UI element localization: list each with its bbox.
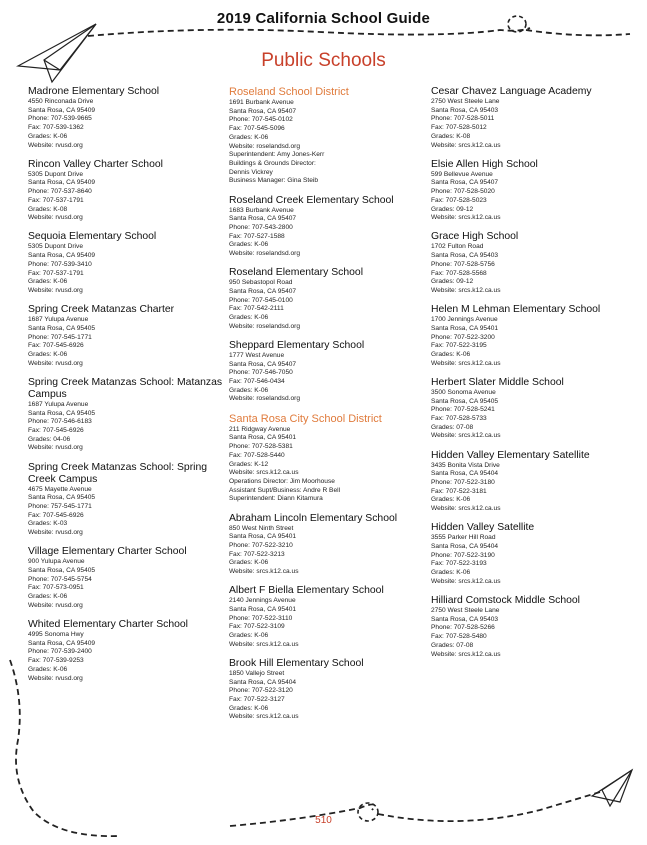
school-detail-line: Fax: 707-545-6926 — [28, 511, 84, 519]
school-entry — [431, 159, 636, 223]
school-entry — [28, 462, 233, 538]
school-detail-line: Website: srcs.k12.ca.us — [229, 568, 299, 576]
school-detail-line: 2750 West Steele Lane — [431, 98, 500, 105]
school-detail-line: 4995 Sonoma Hwy — [28, 631, 84, 639]
school-detail-line: Phone: 707-545-1771 — [28, 333, 92, 341]
district-entry — [229, 86, 434, 186]
school-detail-line: Phone: 707-539-3410 — [28, 260, 92, 268]
school-detail-line: Website: rvusd.org — [28, 141, 83, 149]
school-detail-line: Santa Rosa, CA 95407 — [431, 179, 499, 187]
school-detail-line: Santa Rosa, CA 95405 — [431, 397, 499, 405]
school-detail-line: Santa Rosa, CA 95407 — [229, 107, 297, 115]
school-detail-line: Santa Rosa, CA 95401 — [229, 434, 297, 442]
school-detail-line: Fax: 707-522-3195 — [431, 342, 487, 350]
school-detail-line: Fax: 707-539-1362 — [28, 124, 84, 132]
school-detail-line: Website: roselandsd.org — [229, 322, 300, 330]
school-detail-line: Fax: 707-539-9253 — [28, 657, 84, 665]
school-entry — [431, 304, 636, 368]
school-detail-line: Dennis Vickrey — [229, 168, 273, 176]
school-name: Village Elementary Charter School — [28, 546, 187, 558]
school-detail-line: 3555 Parker Hill Road — [431, 534, 496, 542]
school-name: Elsie Allen High School — [431, 158, 538, 170]
school-entry — [229, 658, 434, 722]
school-entry — [229, 195, 434, 259]
school-detail-line: 900 Yulupa Avenue — [28, 558, 85, 566]
school-detail-line: Grades: K-06 — [229, 241, 269, 249]
school-detail-line: Fax: 707-522-3109 — [229, 623, 285, 631]
school-detail-line: Assistant Supt/Business: Andre R Bell — [229, 486, 341, 494]
school-detail-line: Grades: 07-08 — [431, 423, 474, 431]
school-detail-line: Santa Rosa, CA 95407 — [229, 287, 297, 295]
school-detail-line: 3500 Sonoma Avenue — [431, 388, 496, 396]
school-entry — [431, 86, 636, 150]
school-entry — [28, 86, 233, 150]
school-detail-line: Phone: 757-545-1771 — [28, 503, 92, 510]
school-entry — [229, 267, 434, 331]
school-name: Hidden Valley Satellite — [431, 522, 535, 534]
school-entry — [28, 619, 233, 683]
school-detail-line: Grades: K-06 — [229, 386, 269, 394]
school-detail-line: Grades: 04-06 — [28, 435, 71, 443]
school-detail-line: Santa Rosa, CA 95409 — [28, 106, 96, 114]
school-detail-line: Grades: K-08 — [431, 132, 471, 140]
school-detail-line: Grades: K-06 — [229, 632, 269, 640]
school-detail-line: Fax: 707-528-5023 — [431, 196, 487, 204]
school-detail-line: Grades: K-12 — [229, 460, 269, 468]
school-detail-line: Grades: 09-12 — [431, 278, 474, 286]
school-detail-line: Website: roselandsd.org — [229, 250, 300, 258]
school-detail-line: Website: srcs.k12.ca.us — [431, 359, 501, 367]
school-name: Brook Hill Elementary School — [229, 657, 364, 669]
school-detail-line: Phone: 707-528-5011 — [431, 115, 495, 123]
school-name: Sheppard Elementary School — [229, 339, 365, 351]
school-detail-line: Santa Rosa, CA 95405 — [28, 494, 96, 502]
school-detail-line: Santa Rosa, CA 95407 — [229, 215, 297, 223]
school-entry — [28, 231, 233, 295]
school-detail-line: Grades: K-06 — [229, 133, 269, 141]
school-detail-line: 1702 Fulton Road — [431, 243, 484, 251]
school-entry — [229, 340, 434, 404]
school-name: Helen M Lehman Elementary School — [431, 304, 601, 316]
school-entry — [28, 304, 233, 368]
guide-title: 2019 California School Guide — [216, 10, 431, 27]
school-detail-line: Grades: K-03 — [28, 520, 68, 528]
school-detail-line: Website: roselandsd.org — [229, 142, 300, 150]
school-detail-line: Santa Rosa, CA 95401 — [431, 324, 499, 332]
school-entry — [28, 159, 233, 223]
school-name: Spring Creek Matanzas School: Spring Creek Campus — [28, 461, 208, 485]
school-detail-line: Grades: K-06 — [28, 665, 68, 673]
school-detail-line: Phone: 707-539-9665 — [28, 115, 92, 123]
school-detail-line: Santa Rosa, CA 95409 — [28, 179, 96, 187]
school-detail-line: Website: srcs.k12.ca.us — [229, 713, 299, 721]
school-detail-line: Phone: 707-537-8640 — [28, 188, 92, 196]
school-detail-line: 599 Bellevue Avenue — [431, 170, 493, 178]
school-detail-line: Phone: 707-522-3210 — [229, 541, 293, 549]
school-detail-line: Website: srcs.k12.ca.us — [431, 432, 501, 440]
school-detail-line: Fax: 707-528-5440 — [229, 451, 285, 459]
school-detail-line: Phone: 707-522-3120 — [229, 687, 293, 695]
school-detail-line: Grades: K-06 — [431, 496, 471, 504]
school-detail-line: 850 West Ninth Street — [229, 524, 294, 532]
school-detail-line: Grades: K-06 — [229, 559, 269, 567]
school-detail-line: Santa Rosa, CA 95405 — [28, 324, 96, 332]
school-entry — [229, 513, 434, 577]
school-detail-line: Fax: 707-545-6926 — [28, 426, 84, 434]
school-entry — [431, 595, 636, 659]
school-detail-line: Santa Rosa, CA 95401 — [229, 605, 297, 613]
school-detail-line: 211 Ridgway Avenue — [229, 425, 291, 433]
school-detail-line: Website: rvusd.org — [28, 214, 83, 222]
school-detail-line: Santa Rosa, CA 95405 — [28, 567, 96, 575]
school-entry — [28, 546, 233, 610]
school-detail-line: 1777 West Avenue — [229, 351, 285, 359]
school-entry — [28, 377, 233, 453]
school-detail-line: Website: srcs.k12.ca.us — [431, 650, 501, 658]
school-detail-line: Grades: 09-12 — [431, 205, 474, 213]
school-detail-line: Fax: 707-546-0434 — [229, 378, 285, 386]
school-detail-line: Santa Rosa, CA 95403 — [431, 106, 499, 114]
school-name: Spring Creek Matanzas School: Matanzas Campus — [28, 376, 223, 400]
school-name: Albert F Biella Elementary School — [229, 585, 384, 597]
school-name: Whited Elementary Charter School — [28, 619, 188, 631]
school-detail-line: Website: srcs.k12.ca.us — [431, 141, 501, 149]
school-detail-line: 4550 Rinconada Drive — [28, 98, 94, 105]
school-detail-line: 1691 Burbank Avenue — [229, 99, 294, 106]
school-detail-line: 1687 Yulupa Avenue — [28, 316, 89, 324]
school-detail-line: Phone: 707-528-5020 — [431, 188, 495, 196]
school-column — [431, 86, 636, 668]
school-detail-line: Fax: 707-522-3181 — [431, 487, 487, 495]
school-detail-line: Phone: 707-528-5756 — [431, 260, 495, 268]
school-detail-line: Phone: 707-522-3190 — [431, 551, 495, 559]
school-detail-line: Phone: 707-539-2400 — [28, 648, 92, 656]
school-detail-line: Grades: K-06 — [28, 593, 68, 601]
school-name: Roseland Elementary School — [229, 267, 363, 279]
school-name: Roseland Creek Elementary School — [229, 194, 394, 206]
school-name: Hidden Valley Elementary Satellite — [431, 449, 590, 461]
school-detail-line: Santa Rosa, CA 95401 — [229, 533, 297, 541]
page-number: 510 — [315, 815, 332, 826]
school-detail-line: Phone: 707-528-5381 — [229, 443, 293, 451]
school-detail-line: Grades: K-06 — [431, 350, 471, 358]
school-detail-line: Fax: 707-527-1588 — [229, 232, 285, 240]
school-detail-line: Fax: 707-528-5012 — [431, 124, 487, 132]
school-detail-line: Website: rvusd.org — [28, 444, 83, 452]
school-detail-line: Santa Rosa, CA 95403 — [431, 252, 499, 260]
school-column — [28, 86, 233, 692]
district-entry — [229, 413, 434, 504]
school-detail-line: Fax: 707-537-1791 — [28, 269, 84, 277]
school-detail-line: Website: rvusd.org — [28, 286, 83, 294]
school-detail-line: Santa Rosa, CA 95404 — [229, 678, 297, 686]
school-detail-line: Fax: 707-542-2111 — [229, 305, 284, 313]
school-detail-line: Operations Director: Jim Moorhouse — [229, 477, 335, 485]
school-detail-line: Phone: 707-545-0100 — [229, 296, 293, 304]
school-detail-line: Phone: 707-545-5754 — [28, 575, 92, 583]
school-detail-line: Phone: 707-546-6183 — [28, 418, 92, 426]
school-detail-line: Phone: 707-528-5266 — [431, 624, 495, 632]
school-detail-line: Fax: 707-528-5568 — [431, 269, 487, 277]
school-detail-line: Website: srcs.k12.ca.us — [431, 505, 501, 513]
school-detail-line: Fax: 707-528-5733 — [431, 414, 487, 422]
school-detail-line: Website: rvusd.org — [28, 359, 83, 367]
school-detail-line: 5305 Dupont Drive — [28, 170, 83, 178]
school-detail-line: Website: srcs.k12.ca.us — [431, 577, 501, 585]
school-detail-line: Santa Rosa, CA 95403 — [431, 615, 499, 623]
school-detail-line: Phone: 707-546-7050 — [229, 369, 293, 377]
school-detail-line: Fax: 707-522-3193 — [431, 560, 487, 568]
school-detail-line: Santa Rosa, CA 95409 — [28, 252, 96, 260]
school-detail-line: Phone: 707-522-3110 — [229, 614, 293, 622]
school-entry — [431, 450, 636, 514]
school-detail-line: Phone: 707-545-0102 — [229, 116, 293, 124]
school-detail-line: Fax: 707-522-3127 — [229, 696, 285, 704]
school-detail-line: Website: rvusd.org — [28, 674, 83, 682]
school-detail-line: 5305 Dupont Drive — [28, 243, 83, 251]
school-detail-line: Grades: K-06 — [229, 704, 269, 712]
school-name: Spring Creek Matanzas Charter — [28, 304, 175, 316]
school-detail-line: Fax: 707-537-1791 — [28, 196, 84, 204]
school-detail-line: Grades: K-08 — [28, 205, 68, 213]
school-detail-line: Fax: 707-545-5096 — [229, 125, 285, 133]
school-detail-line: Fax: 707-528-5480 — [431, 633, 487, 641]
paper-plane-icon — [592, 770, 632, 806]
school-detail-line: Business Manager: Gina Steib — [229, 177, 319, 185]
school-detail-line: Grades: K-06 — [28, 350, 68, 358]
school-detail-line: Fax: 707-522-3213 — [229, 550, 285, 558]
district-name: Santa Rosa City School District — [229, 412, 382, 425]
school-detail-line: 2750 West Steele Lane — [431, 607, 500, 615]
school-detail-line: 3435 Bonita Vista Drive — [431, 461, 500, 469]
school-name: Madrone Elementary School — [28, 86, 160, 97]
school-detail-line: Fax: 707-573-0951 — [28, 584, 84, 592]
school-detail-line: Website: srcs.k12.ca.us — [431, 286, 501, 294]
school-detail-line: Santa Rosa, CA 95407 — [229, 360, 297, 368]
school-name: Grace High School — [431, 231, 519, 243]
school-column — [229, 86, 434, 731]
school-entry — [229, 585, 434, 649]
school-detail-line: Website: roselandsd.org — [229, 395, 300, 403]
school-detail-line: 4675 Mayette Avenue — [28, 485, 92, 493]
school-detail-line: 1700 Jennings Avenue — [431, 316, 498, 324]
school-detail-line: Website: srcs.k12.ca.us — [431, 214, 501, 222]
school-detail-line: 1687 Yulupa Avenue — [28, 400, 89, 408]
school-detail-line: Phone: 707-522-3180 — [431, 479, 495, 486]
school-name: Abraham Lincoln Elementary School — [229, 512, 398, 524]
school-detail-line: Santa Rosa, CA 95404 — [431, 470, 499, 478]
school-entry — [431, 522, 636, 586]
school-detail-line: Website: srcs.k12.ca.us — [229, 640, 299, 648]
school-detail-line: Santa Rosa, CA 95409 — [28, 639, 96, 647]
school-detail-line: Grades: 07-08 — [431, 641, 474, 649]
school-detail-line: Fax: 707-545-6926 — [28, 342, 84, 350]
school-detail-line: Website: rvusd.org — [28, 529, 83, 537]
school-detail-line: 1850 Vallejo Street — [229, 669, 285, 677]
school-detail-line: Phone: 707-522-3200 — [431, 333, 495, 341]
school-detail-line: Website: rvusd.org — [28, 601, 83, 609]
school-name: Cesar Chavez Language Academy — [431, 86, 592, 97]
school-detail-line: Superintendent: Diann Kitamura — [229, 495, 323, 503]
school-detail-line: Santa Rosa, CA 95404 — [431, 543, 499, 551]
school-detail-line: 1683 Burbank Avenue — [229, 206, 294, 214]
school-detail-line: Phone: 707-543-2800 — [229, 223, 293, 231]
section-title: Public Schools — [261, 50, 386, 71]
school-detail-line: Grades: K-06 — [28, 132, 68, 140]
school-entry — [431, 377, 636, 441]
school-detail-line: 950 Sebastopol Road — [229, 279, 293, 287]
school-name: Rincon Valley Charter School — [28, 158, 163, 170]
school-detail-line: 2140 Jennings Avenue — [229, 597, 296, 605]
school-detail-line: Superintendent: Amy Jones-Kerr — [229, 151, 325, 159]
school-detail-line: Phone: 707-528-5241 — [431, 406, 495, 414]
school-name: Sequoia Elementary School — [28, 231, 157, 243]
school-name: Hilliard Comstock Middle School — [431, 595, 580, 607]
school-detail-line: Grades: K-06 — [229, 314, 269, 322]
school-detail-line: Website: srcs.k12.ca.us — [229, 469, 299, 477]
school-entry — [431, 231, 636, 295]
school-name: Herbert Slater Middle School — [431, 376, 564, 388]
school-detail-line: Grades: K-06 — [28, 278, 68, 286]
school-detail-line: Buildings & Grounds Director: — [229, 159, 316, 167]
school-detail-line: Grades: K-06 — [431, 569, 471, 577]
school-detail-line: Santa Rosa, CA 95405 — [28, 409, 96, 417]
district-name: Roseland School District — [229, 86, 349, 98]
